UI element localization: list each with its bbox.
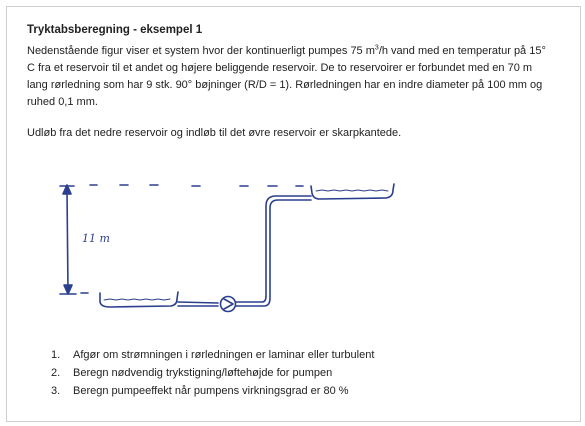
pipe-lower — [178, 302, 218, 303]
upper-reservoir-water — [316, 190, 388, 191]
upper-level-dashes — [90, 185, 303, 186]
task-text: Beregn pumpeeffekt når pumpens virkningsgrad er 80 % — [73, 385, 349, 397]
lower-reservoir-water — [104, 299, 170, 300]
task-text: Afgør om strømningen i rørledningen er laminar eller turbulent — [73, 349, 375, 361]
task-text: Beregn nødvendig trykstigning/løftehøjde for pumpen — [73, 367, 333, 379]
list-item — [27, 346, 375, 364]
pipe-upper — [236, 196, 311, 302]
pump-triangle-icon — [224, 299, 233, 309]
task-list — [27, 346, 375, 400]
description-line-2: C fra et reservoir til et andet og højere beliggende reservoir. De to reservoirer er forbundet med en 70 m — [27, 62, 533, 74]
page-title: Tryktabsberegning - eksempel 1 — [27, 24, 203, 36]
outlet-inlet-note: Udløb fra det nedre reservoir og indløb til det øvre reservoir er skarpkantede. — [27, 127, 402, 139]
description-line-3: lang rørledning som har 9 stk. 90° bøjninger (R/D = 1). Rørledningen har en indre diameter på 100 mm og — [27, 79, 543, 91]
height-dimension-arrow — [60, 185, 76, 294]
task-number: 3. — [51, 385, 61, 397]
height-label: 11 m — [82, 232, 110, 245]
description-line-4: ruhed 0,1 mm. — [27, 96, 98, 108]
task-number: 2. — [51, 367, 61, 379]
list-item — [27, 382, 349, 400]
upper-reservoir — [311, 184, 394, 199]
description-text-1: Nedenstående figur viser et system hvor der kontinuerligt pumpes 75 m — [27, 45, 375, 57]
task-number: 1. — [51, 349, 61, 361]
list-item — [27, 364, 333, 382]
pipe-upper-2 — [236, 200, 311, 306]
description-text-2: /h vand med en temperatur på 15° — [378, 45, 546, 57]
superscript-3: 3 — [374, 44, 379, 52]
